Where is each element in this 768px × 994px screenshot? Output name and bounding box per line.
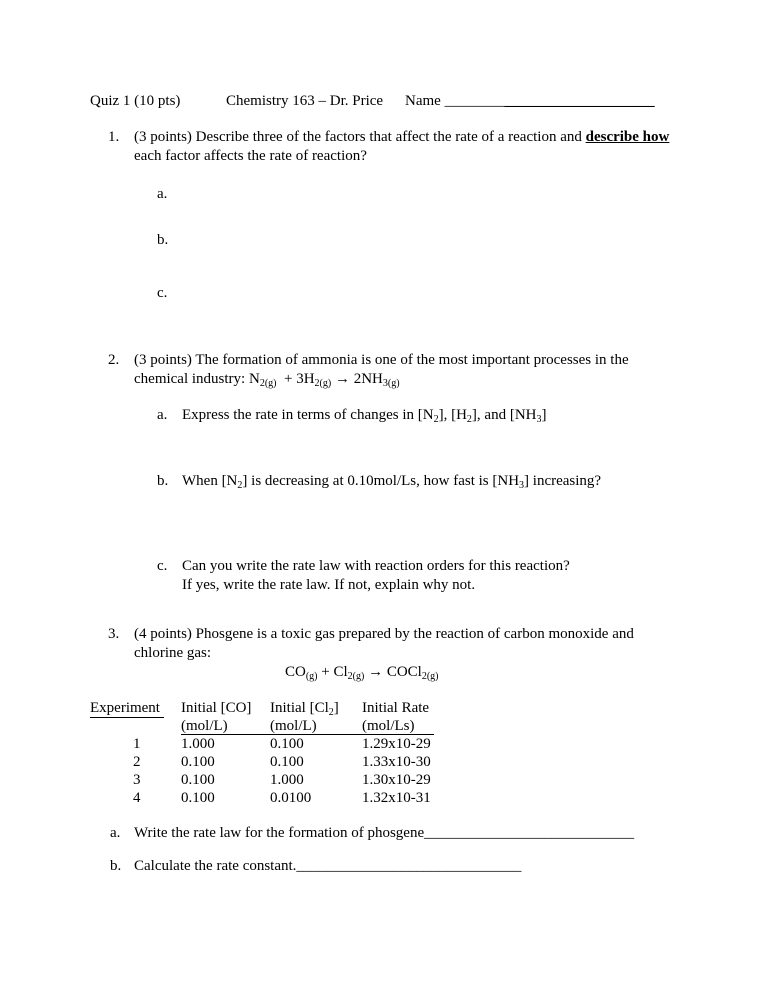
q3-part-a-text[interactable]: Write the rate law for the formation of phosgene____________________________ bbox=[134, 825, 635, 841]
q2b-text: When [N bbox=[182, 473, 238, 489]
q2a-sub: 3 bbox=[536, 414, 542, 425]
table-cell-exp: 1 bbox=[133, 736, 141, 752]
name-field[interactable] bbox=[405, 92, 655, 110]
table-cell-exp: 3 bbox=[133, 772, 141, 788]
q2-eq-sub: 2(g) bbox=[314, 378, 332, 389]
q2-eq-text: + 3H bbox=[276, 371, 315, 387]
table-header-co-1: Initial [CO] bbox=[181, 700, 252, 716]
q2-line1: (3 points) The formation of ammonia is one of the most important processes in the bbox=[134, 352, 629, 368]
table-cell-cl: 0.0100 bbox=[270, 790, 312, 806]
q3-eq-text: + Cl bbox=[317, 664, 348, 680]
q2-part-b-text bbox=[182, 472, 601, 490]
q2b-sub: 2 bbox=[237, 480, 243, 491]
name-label: Name ________ bbox=[405, 93, 505, 109]
q3-part-a-label: a. bbox=[110, 825, 121, 841]
q1-part-b: b. bbox=[157, 232, 169, 248]
q1-text-line1 bbox=[134, 128, 669, 146]
q2-part-b-label: b. bbox=[157, 473, 169, 489]
q2-eq-sub: 2(g) bbox=[259, 378, 277, 389]
table-header-cl-1 bbox=[270, 699, 339, 717]
table-cell-cl: 0.100 bbox=[270, 736, 304, 752]
table-header-co-2: (mol/L) bbox=[181, 718, 228, 734]
table-cell-exp: 2 bbox=[133, 754, 141, 770]
table-cell-rate: 1.30x10-29 bbox=[362, 772, 431, 788]
table-cell-co: 0.100 bbox=[181, 754, 215, 770]
q3-eq-text: CO bbox=[285, 664, 306, 680]
table-header-cl-2: (mol/L) bbox=[270, 718, 317, 734]
q2-eq-sub: 3(g) bbox=[382, 378, 400, 389]
table-header-rate-1: Initial Rate bbox=[362, 700, 430, 716]
table-cell-co: 0.100 bbox=[181, 772, 215, 788]
q2a-text: ], and [NH bbox=[471, 407, 537, 423]
q2a-text: Express the rate in terms of changes in [N bbox=[182, 407, 434, 423]
q1-number: 1. bbox=[108, 129, 120, 145]
q2a-text: ] bbox=[541, 407, 547, 423]
q2-part-a-text bbox=[182, 406, 547, 424]
cl-header-text: Initial [Cl bbox=[270, 700, 329, 716]
q3-line2: chlorine gas: bbox=[134, 645, 212, 661]
table-cell-co: 1.000 bbox=[181, 736, 215, 752]
q3-eq-sub: (g) bbox=[305, 671, 318, 682]
q1-part-c: c. bbox=[157, 285, 168, 301]
q3-equation bbox=[285, 663, 439, 681]
q2-eq-text: chemical industry: N bbox=[134, 371, 260, 387]
q2-part-c-line2: If yes, write the rate law. If not, explain why not. bbox=[182, 577, 476, 593]
table-cell-cl: 0.100 bbox=[270, 754, 304, 770]
q1-part-a: a. bbox=[157, 186, 168, 202]
q2-part-a-label: a. bbox=[157, 407, 168, 423]
q3-line1: (4 points) Phosgene is a toxic gas prepared by the reaction of carbon monoxide and bbox=[134, 626, 634, 642]
q2b-sub: 3 bbox=[519, 480, 525, 491]
experiment-header-underline bbox=[90, 717, 164, 718]
table-cell-co: 0.100 bbox=[181, 790, 215, 806]
table-cell-rate: 1.29x10-29 bbox=[362, 736, 431, 752]
table-cell-exp: 4 bbox=[133, 790, 141, 806]
cl-header-text: ] bbox=[333, 700, 339, 716]
table-cell-cl: 1.000 bbox=[270, 772, 304, 788]
q2a-sub: 2 bbox=[466, 414, 472, 425]
q2a-text: ], [H bbox=[438, 407, 467, 423]
table-cell-rate: 1.33x10-30 bbox=[362, 754, 431, 770]
q2-eq-text: → 2NH bbox=[331, 371, 383, 387]
q1-text-line2: each factor affects the rate of reaction? bbox=[134, 148, 367, 164]
q2b-text: ] increasing? bbox=[524, 473, 602, 489]
q3-eq-text: → COCl bbox=[364, 664, 422, 680]
q2-number: 2. bbox=[108, 352, 120, 368]
q3-eq-sub: 2(g) bbox=[421, 671, 439, 682]
q2b-text: ] is decreasing at 0.10mol/Ls, how fast is [NH bbox=[242, 473, 520, 489]
name-blank: ____________________ bbox=[504, 93, 655, 109]
table-header-experiment: Experiment bbox=[90, 700, 160, 716]
cl-header-sub: 2 bbox=[328, 707, 334, 718]
q3-eq-sub: 2(g) bbox=[347, 671, 365, 682]
q3-part-b-label: b. bbox=[110, 858, 122, 874]
q3-part-b-text[interactable]: Calculate the rate constant.______________________________ bbox=[134, 858, 522, 874]
table-cell-rate: 1.32x10-31 bbox=[362, 790, 431, 806]
q2-part-c-label: c. bbox=[157, 558, 168, 574]
quiz-title: Quiz 1 (10 pts) bbox=[90, 93, 181, 109]
q3-number: 3. bbox=[108, 626, 120, 642]
q2-equation-line bbox=[134, 370, 400, 388]
table-header-rate-2: (mol/Ls) bbox=[362, 718, 415, 734]
q2-part-c-line1: Can you write the rate law with reaction orders for this reaction? bbox=[182, 558, 570, 574]
q1-emphasis: describe how bbox=[585, 129, 670, 145]
q1-text: (3 points) Describe three of the factors that affect the rate of a reaction and bbox=[134, 129, 586, 145]
q2a-sub: 2 bbox=[433, 414, 439, 425]
course-title: Chemistry 163 – Dr. Price bbox=[226, 93, 384, 109]
